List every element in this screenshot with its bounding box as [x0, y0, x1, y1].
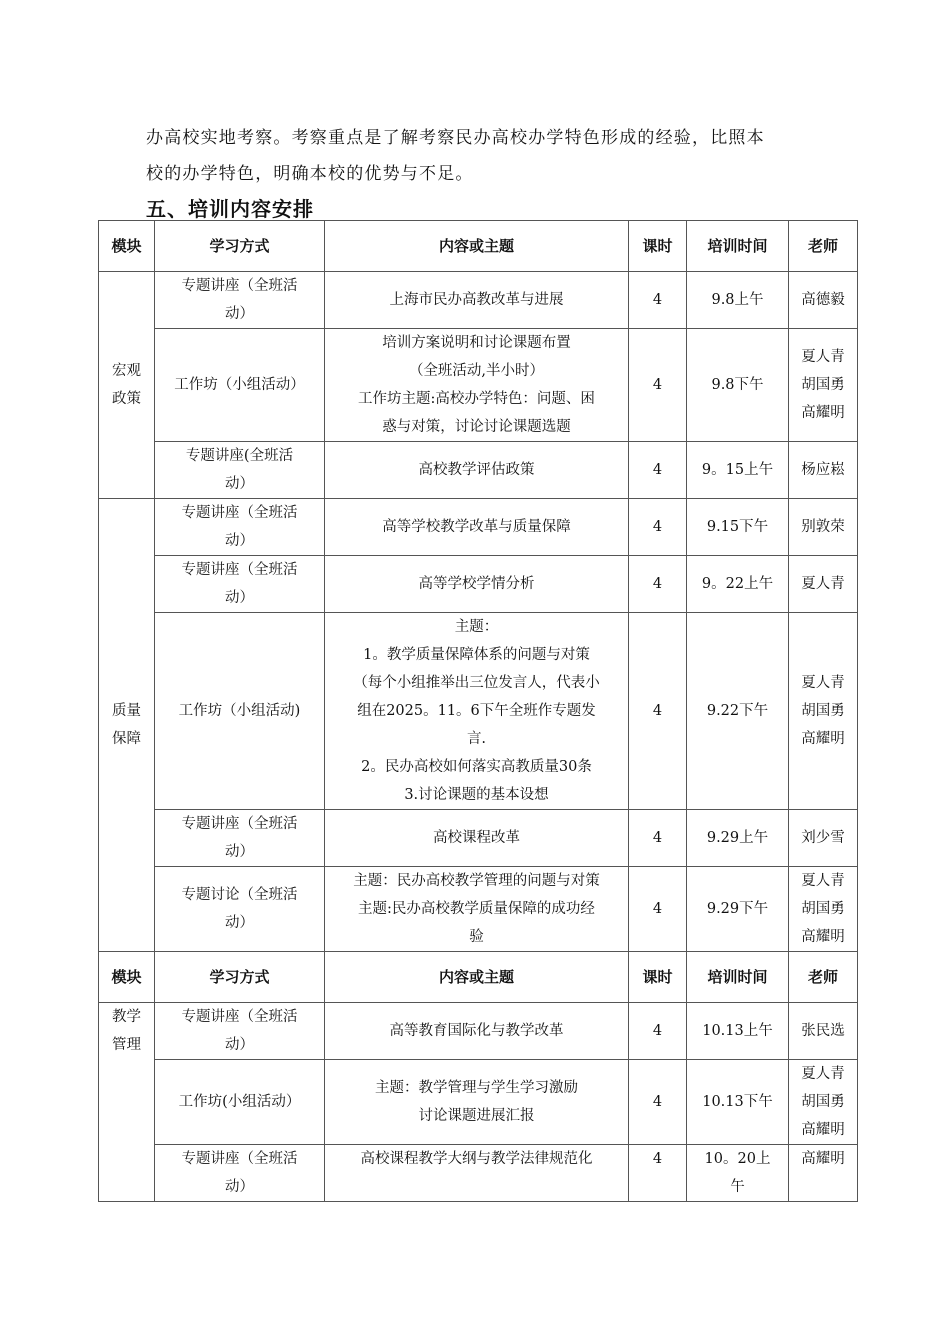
cell-line: 组在2025。11。6下午全班作专题发: [357, 703, 596, 719]
teacher-cell: [789, 810, 858, 867]
cell-line: 言.: [466, 731, 487, 747]
method-cell: [155, 442, 325, 499]
method-cell: [155, 329, 325, 442]
hours-cell: 4: [629, 329, 687, 442]
cell-line: 张民选: [801, 1023, 845, 1039]
hours-cell: 4: [629, 442, 687, 499]
hours-cell: 4: [629, 1145, 687, 1202]
content-cell: [325, 556, 629, 613]
cell-line: 9.29上午: [706, 830, 769, 846]
table-row: [99, 499, 858, 556]
content-cell: [325, 329, 629, 442]
cell-line: 高等学校教学改革与质量保障: [382, 519, 571, 535]
time-cell: [687, 272, 789, 329]
teacher-cell: [789, 1003, 858, 1060]
cell-line: 验: [469, 929, 484, 945]
teacher-cell: [789, 499, 858, 556]
intro-paragraph-line-1: 办高校实地考察。考察重点是了解考察民办高校办学特色形成的经验，比照本: [146, 128, 765, 148]
hours-cell: 4: [629, 1060, 687, 1145]
cell-line: 主题：: [454, 619, 499, 635]
table-row: [99, 867, 858, 952]
cell-line: 高耀明: [801, 731, 845, 747]
teacher-cell: [789, 329, 858, 442]
teacher-cell: [789, 1060, 858, 1145]
header-teacher: 老师: [789, 952, 858, 1003]
cell-line: 9.22下午: [706, 703, 769, 719]
cell-line: 专题讲座（全班活: [181, 1151, 298, 1167]
cell-line: 工作坊（小组活动): [178, 703, 301, 719]
method-cell: [155, 1003, 325, 1060]
header-time: 培训时间: [687, 221, 789, 272]
cell-line: 高德毅: [801, 292, 845, 308]
table-row: [99, 613, 858, 810]
teacher-cell: [789, 442, 858, 499]
content-cell: [325, 1003, 629, 1060]
method-cell: [155, 499, 325, 556]
method-cell: [155, 867, 325, 952]
content-cell: [325, 810, 629, 867]
cell-line: 胡国勇: [801, 1094, 845, 1110]
section-title: 五、培训内容安排: [146, 197, 314, 221]
header-module: 模块: [99, 221, 155, 272]
cell-line: 惑与对策，讨论讨论课题选题: [382, 419, 571, 435]
cell-line: 10.13下午: [702, 1094, 773, 1110]
hours-cell: 4: [629, 810, 687, 867]
cell-line: 杨应崧: [801, 462, 845, 478]
cell-line: 夏人青: [801, 349, 845, 365]
header-content: 内容或主题: [325, 952, 629, 1003]
hours-cell: 4: [629, 499, 687, 556]
cell-line: 高耀明: [801, 405, 845, 421]
cell-line: 专题讨论（全班活: [181, 887, 298, 903]
hours-cell: 4: [629, 272, 687, 329]
cell-line: 工作坊主题:高校办学特色：问题、困: [358, 391, 595, 407]
table-row: [99, 442, 858, 499]
cell-line: 讨论课题进展汇报: [418, 1108, 535, 1124]
table-row: [99, 1003, 858, 1060]
module-cell-macro: 宏观 政策: [99, 272, 155, 499]
training-schedule-table: [98, 220, 858, 1202]
hours-cell: 4: [629, 1003, 687, 1060]
cell-line: 动）: [225, 476, 254, 492]
content-cell: [325, 442, 629, 499]
cell-line: 上海市民办高教改革与进展: [389, 292, 564, 308]
method-cell: [155, 1145, 325, 1202]
cell-line: 动）: [225, 1179, 254, 1195]
cell-line: 胡国勇: [801, 377, 845, 393]
content-cell: [325, 867, 629, 952]
cell-line: 夏人青: [801, 873, 845, 889]
cell-line: 夏人青: [801, 675, 845, 691]
header-content: 内容或主题: [325, 221, 629, 272]
header-method: 学习方式: [155, 221, 325, 272]
cell-line: 10。20上: [704, 1151, 771, 1167]
cell-line: 夏人青: [801, 1066, 845, 1082]
table-row: [99, 272, 858, 329]
table-header-row-repeat: [99, 952, 858, 1003]
time-cell: [687, 613, 789, 810]
cell-line: 9。22上午: [701, 576, 774, 592]
cell-line: 高耀明: [801, 1151, 845, 1167]
cell-line: 工作坊(小组活动）: [178, 1094, 301, 1110]
time-cell: [687, 1060, 789, 1145]
method-cell: [155, 272, 325, 329]
header-hours: 课时: [629, 952, 687, 1003]
method-cell: [155, 613, 325, 810]
cell-line: 3.讨论课题的基本设想: [404, 787, 549, 803]
content-cell: [325, 613, 629, 810]
cell-line: 动）: [225, 533, 254, 549]
time-cell: [687, 556, 789, 613]
hours-cell: 4: [629, 556, 687, 613]
cell-line: 动）: [225, 844, 254, 860]
header-teacher: 老师: [789, 221, 858, 272]
cell-line: 专题讲座（全班活: [181, 1009, 298, 1025]
teacher-cell: [789, 556, 858, 613]
cell-line: 高耀明: [801, 929, 845, 945]
cell-line: 高等学校学情分析: [418, 576, 535, 592]
time-cell: [687, 867, 789, 952]
cell-line: 9.29下午: [706, 901, 769, 917]
table-row: [99, 1145, 858, 1202]
module-cell-quality: 质量 保障: [99, 499, 155, 952]
table-row: [99, 556, 858, 613]
cell-line: 动）: [225, 915, 254, 931]
cell-line: 工作坊（小组活动）: [174, 377, 305, 393]
teacher-cell: [789, 272, 858, 329]
time-cell: [687, 1003, 789, 1060]
cell-line: 胡国勇: [801, 901, 845, 917]
cell-line: 9.15下午: [706, 519, 769, 535]
hours-cell: 4: [629, 613, 687, 810]
time-cell: [687, 1145, 789, 1202]
method-cell: [155, 810, 325, 867]
cell-line: 培训方案说明和讨论课题布置: [382, 335, 571, 351]
cell-line: 别敦荣: [801, 519, 845, 535]
time-cell: [687, 810, 789, 867]
cell-line: 专题讲座（全班活: [181, 816, 298, 832]
cell-line: 专题讲座（全班活: [181, 562, 298, 578]
cell-line: 高等教育国际化与教学改革: [389, 1023, 564, 1039]
cell-line: 胡国勇: [801, 703, 845, 719]
content-cell: [325, 272, 629, 329]
table-header-row: [99, 221, 858, 272]
time-cell: [687, 499, 789, 556]
teacher-cell: [789, 613, 858, 810]
cell-line: 动）: [225, 590, 254, 606]
cell-line: 1。教学质量保障体系的问题与对策: [363, 647, 590, 663]
cell-line: 9.8下午: [711, 377, 764, 393]
table-row: [99, 1060, 858, 1145]
teacher-cell: [789, 867, 858, 952]
cell-line: 10.13上午: [702, 1023, 773, 1039]
time-cell: [687, 329, 789, 442]
cell-line: 专题讲座(全班活: [185, 448, 294, 464]
cell-line: 动）: [225, 306, 254, 322]
table-row: [99, 810, 858, 867]
cell-line: 9。15上午: [701, 462, 774, 478]
cell-line: 高校教学评估政策: [418, 462, 535, 478]
content-cell: [325, 1145, 629, 1202]
cell-line: 夏人青: [801, 576, 845, 592]
cell-line: 高耀明: [801, 1122, 845, 1138]
content-cell: [325, 499, 629, 556]
cell-line: （每个小组推举出三位发言人，代表小: [353, 675, 600, 691]
header-module: 模块: [99, 952, 155, 1003]
cell-line: 专题讲座（全班活: [181, 278, 298, 294]
intro-paragraph-line-2: 校的办学特色，明确本校的优势与不足。: [146, 164, 474, 184]
header-time: 培训时间: [687, 952, 789, 1003]
cell-line: 动）: [225, 1037, 254, 1053]
cell-line: 主题：民办高校教学管理的问题与对策: [353, 873, 600, 889]
method-cell: [155, 556, 325, 613]
cell-line: 高校课程教学大纲与教学法律规范化: [360, 1151, 593, 1167]
cell-line: 主题:民办高校教学质量保障的成功经: [358, 901, 595, 917]
cell-line: 2。民办高校如何落实高教质量30条: [361, 759, 592, 775]
cell-line: 专题讲座（全班活: [181, 505, 298, 521]
header-hours: 课时: [629, 221, 687, 272]
cell-line: 刘少雪: [801, 830, 845, 846]
cell-line: 主题：教学管理与学生学习激励: [375, 1080, 578, 1096]
teacher-cell: [789, 1145, 858, 1202]
module-cell-teaching: 教学 管理: [99, 1003, 155, 1202]
time-cell: [687, 442, 789, 499]
method-cell: [155, 1060, 325, 1145]
header-method: 学习方式: [155, 952, 325, 1003]
cell-line: （全班活动,半小时）: [408, 363, 545, 379]
cell-line: 高校课程改革: [433, 830, 520, 846]
table-row: [99, 329, 858, 442]
cell-line: 午: [730, 1179, 745, 1195]
content-cell: [325, 1060, 629, 1145]
hours-cell: 4: [629, 867, 687, 952]
cell-line: 9.8上午: [711, 292, 764, 308]
